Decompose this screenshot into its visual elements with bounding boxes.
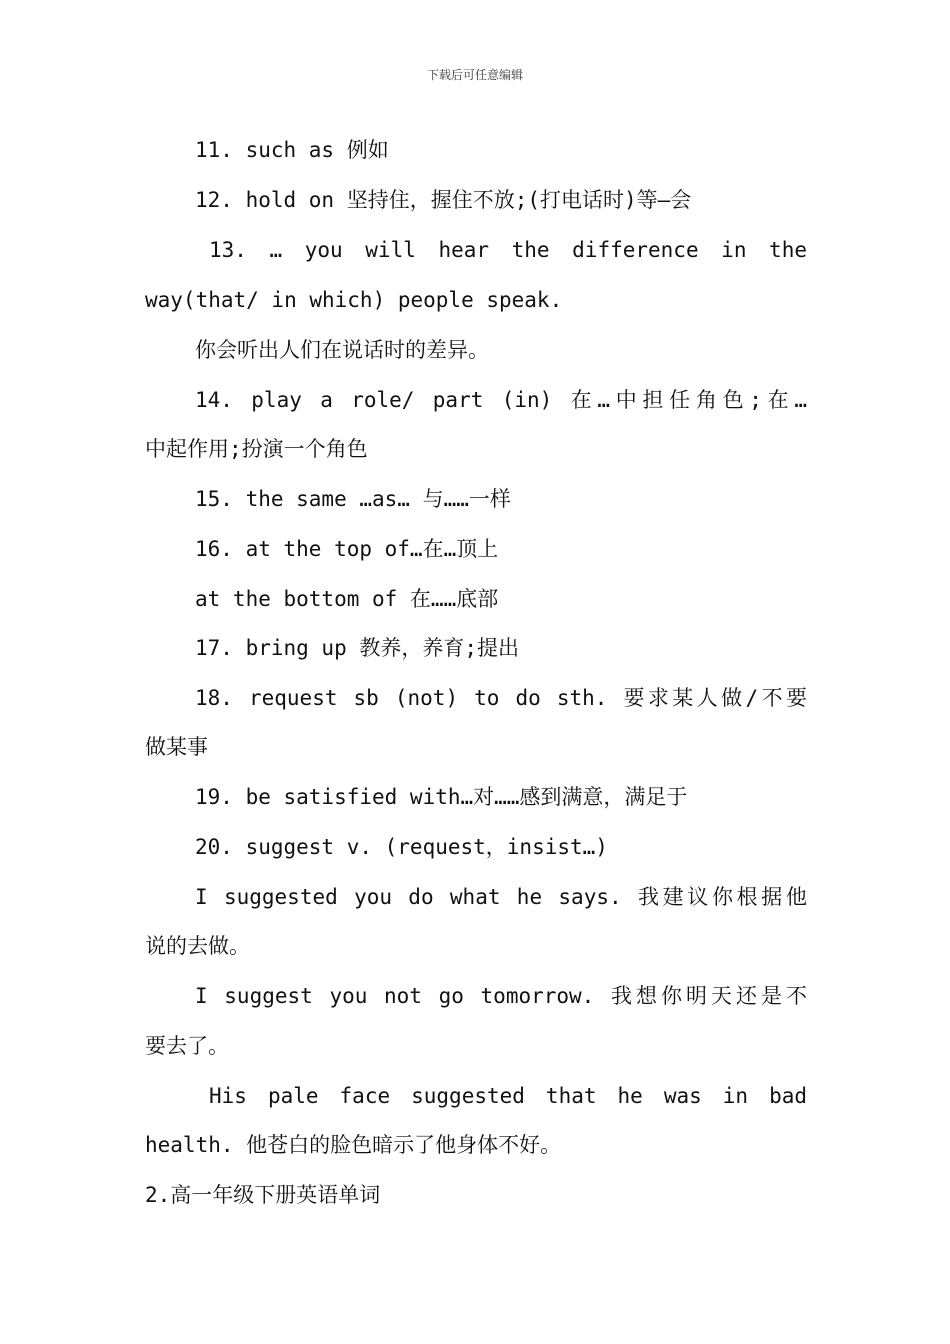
text-line: His pale face suggested that he was in bad [209,1084,807,1108]
text-line: health. 他苍白的脸色暗示了他身体不好。 [145,1133,562,1157]
text-line: 说的去做。 [145,934,250,958]
text-line: I suggested you do what he says. 我建议你根据他 [195,885,807,909]
text-line: 要去了。 [145,1034,229,1058]
text-line: 16. at the top of…在…顶上 [195,537,499,561]
text-line: 中起作用;扮演一个角色 [145,437,368,461]
text-line: 20. suggest v. (request，insist…) [195,835,608,859]
text-line: 19. be satisfied with…对……感到满意，满足于 [195,785,688,809]
text-line: I suggest you not go tomorrow. 我想你明天还是不 [195,984,807,1008]
page-header: 下载后可任意编辑 [426,68,523,82]
text-line: 18. request sb (not) to do sth. 要求某人做/不要 [195,686,807,710]
text-line: 你会听出人们在说话时的差异。 [195,338,489,362]
text-line: 11. such as 例如 [195,138,389,162]
text-line: 14. play a role/ part (in) 在…中担任角色;在… [195,388,807,412]
text-line: 15. the same …as… 与……一样 [195,487,511,511]
text-line: 12. hold on 坚持住，握住不放;(打电话时)等—会 [195,188,692,212]
text-line: 17. bring up 教养，养育;提出 [195,636,520,660]
text-line: at the bottom of 在……底部 [195,587,499,611]
text-line: 13. … you will hear the difference in the [209,238,807,262]
text-line: 做某事 [145,735,208,759]
section-heading: 2.高一年级下册英语单词 [145,1183,381,1207]
text-line: way(that/ in which) people speak. [145,288,563,312]
